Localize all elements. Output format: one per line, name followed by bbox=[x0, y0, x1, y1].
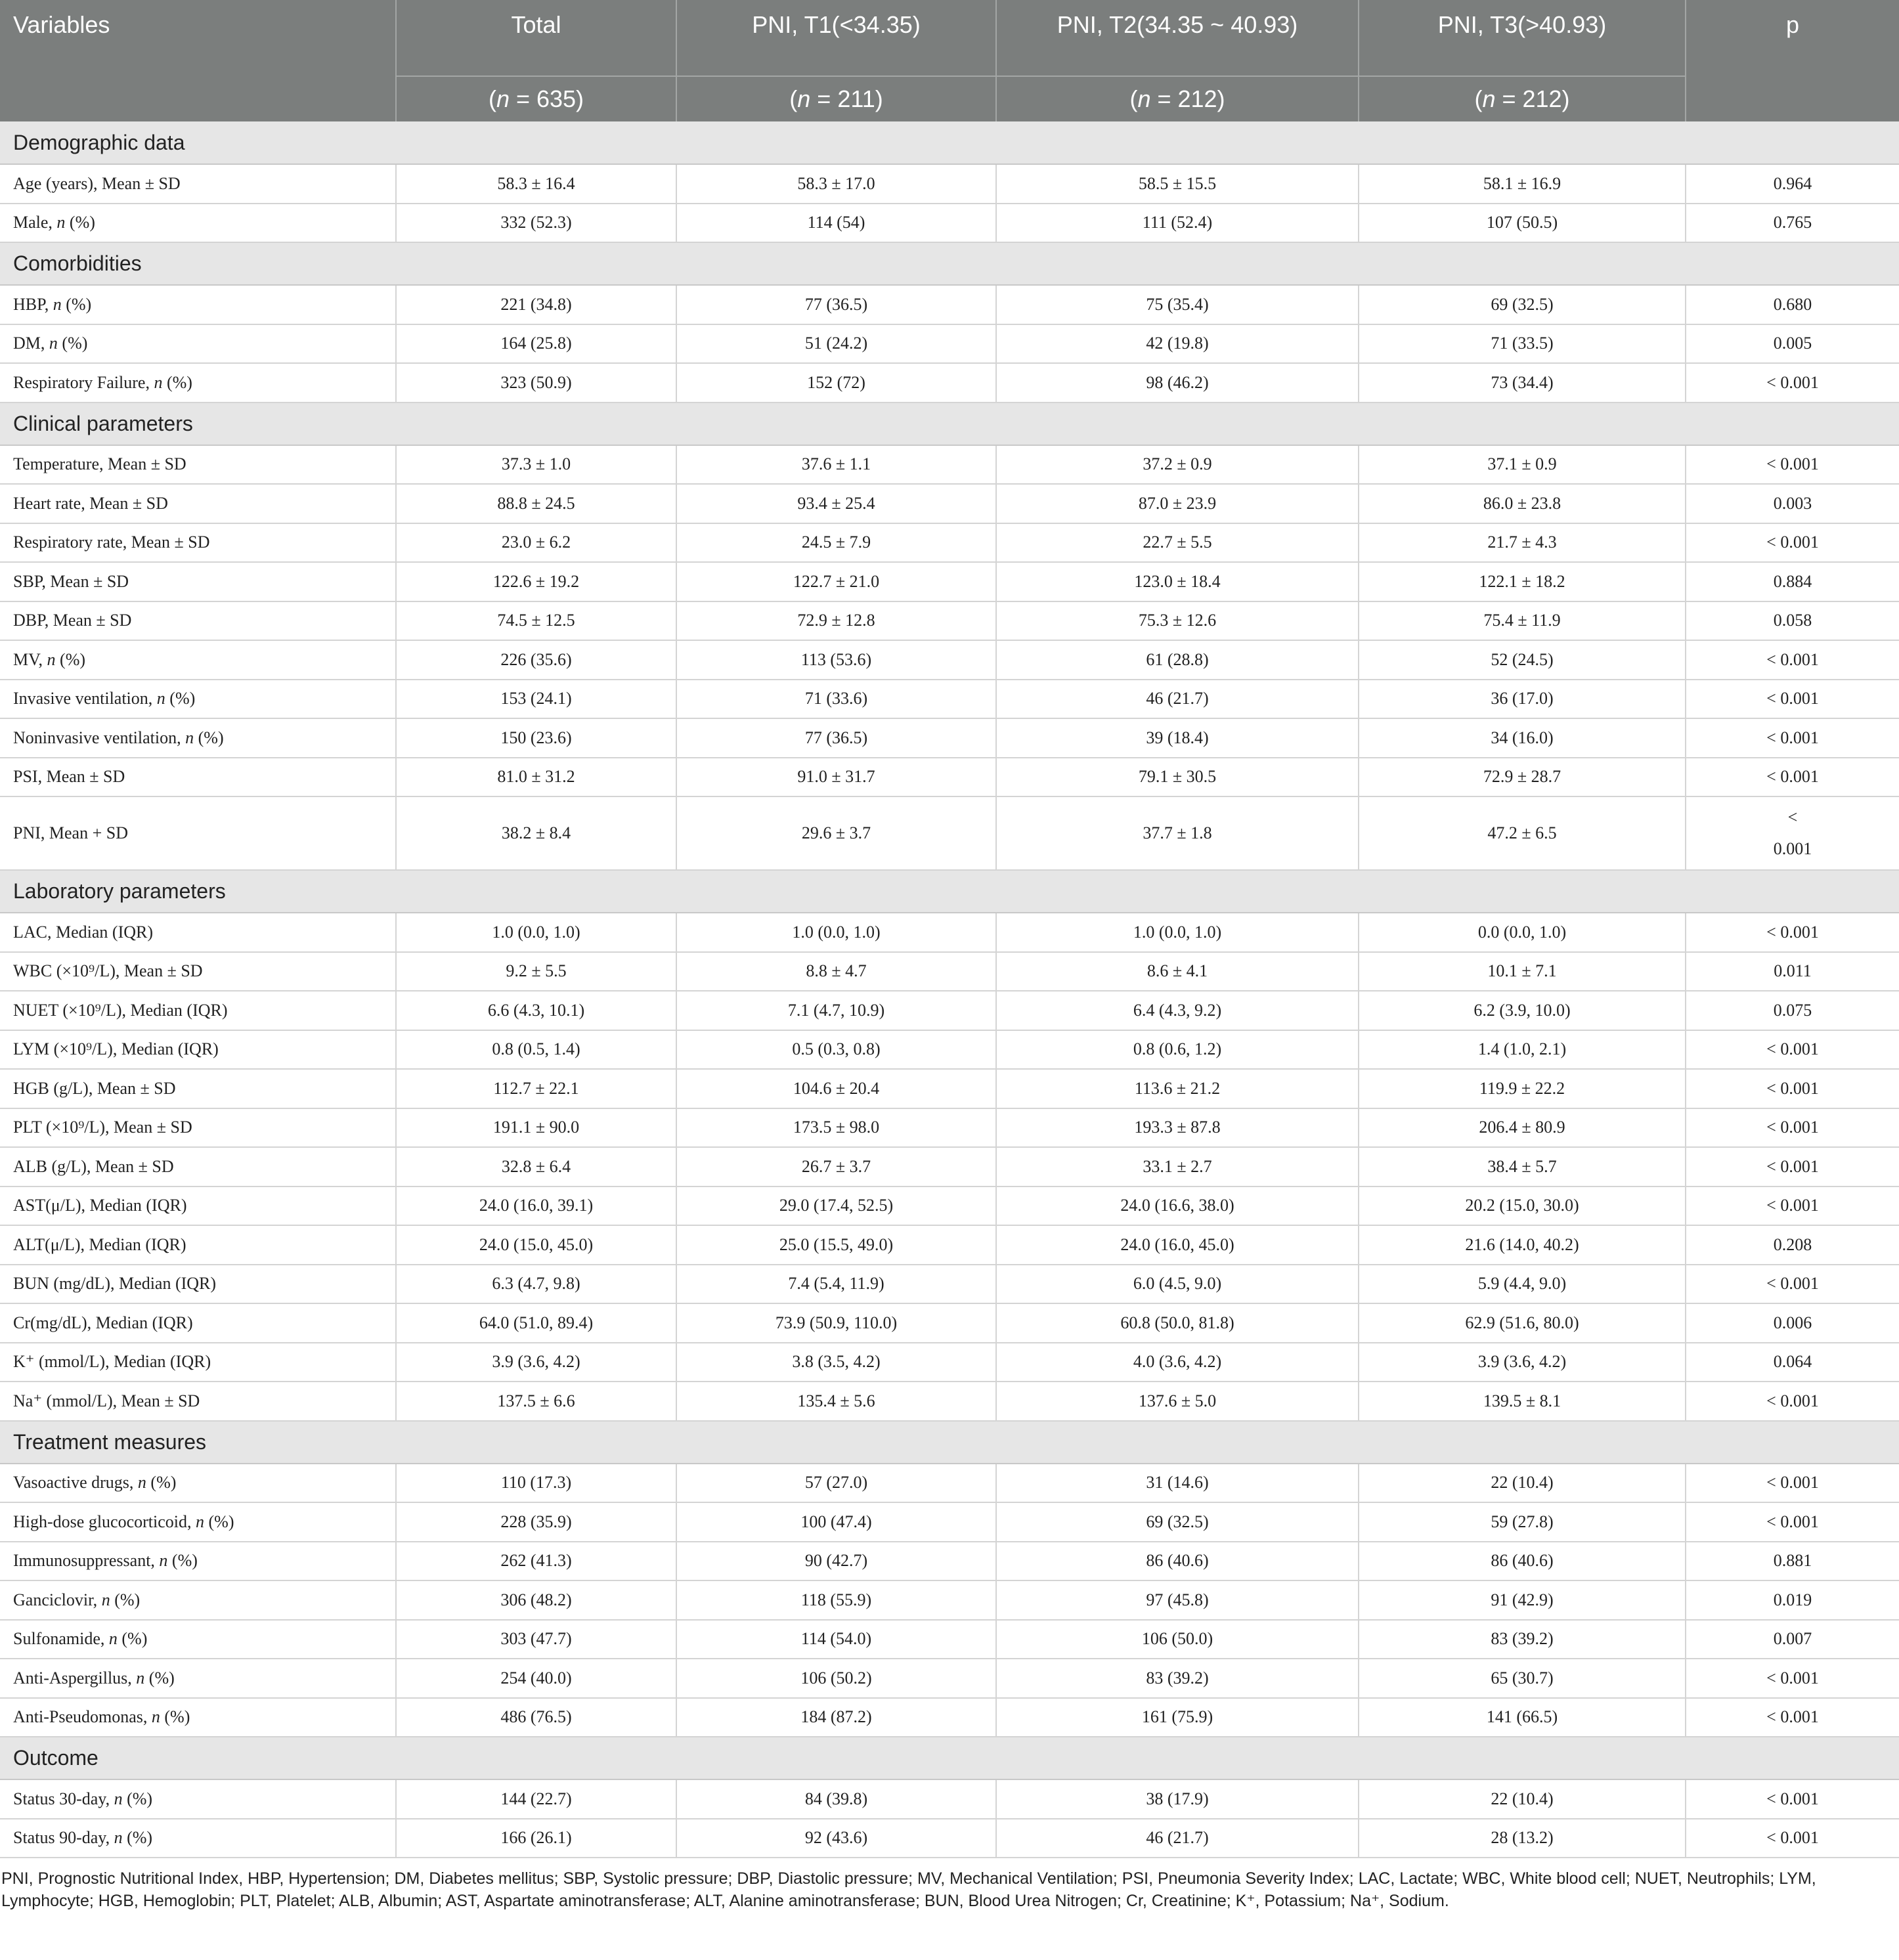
cell-t2: 123.0 ± 18.4 bbox=[996, 562, 1359, 601]
table-row bbox=[0, 1147, 1899, 1187]
cell-t1: 24.5 ± 7.9 bbox=[676, 523, 996, 563]
cell-t2: 37.2 ± 0.9 bbox=[996, 445, 1359, 485]
cell-total: 486 (76.5) bbox=[396, 1698, 676, 1737]
cell-total: 122.6 ± 19.2 bbox=[396, 562, 676, 601]
header-n-t2: (n = 212) bbox=[996, 76, 1359, 121]
table-row bbox=[0, 523, 1899, 563]
cell-t3: 91 (42.9) bbox=[1359, 1580, 1686, 1620]
table-row bbox=[0, 164, 1899, 204]
section-row bbox=[0, 403, 1899, 445]
cell-t2: 31 (14.6) bbox=[996, 1464, 1359, 1503]
table-row bbox=[0, 718, 1899, 758]
table-row bbox=[0, 1580, 1899, 1620]
cell-total: 303 (47.7) bbox=[396, 1620, 676, 1659]
cell-p: 0.208 bbox=[1686, 1225, 1899, 1265]
cell-t1: 173.5 ± 98.0 bbox=[676, 1108, 996, 1148]
cell-total: 23.0 ± 6.2 bbox=[396, 523, 676, 563]
cell-t1: 91.0 ± 31.7 bbox=[676, 758, 996, 797]
table-row bbox=[0, 1343, 1899, 1382]
cell-p: < 0.001 bbox=[1686, 1779, 1899, 1819]
table-row bbox=[0, 952, 1899, 991]
row-label: ALB (g/L), Mean ± SD bbox=[0, 1147, 396, 1187]
cell-t3: 34 (16.0) bbox=[1359, 718, 1686, 758]
row-label: Vasoactive drugs, n (%) bbox=[0, 1464, 396, 1503]
cell-t1: 58.3 ± 17.0 bbox=[676, 164, 996, 204]
table-row bbox=[0, 1069, 1899, 1108]
cell-t2: 87.0 ± 23.9 bbox=[996, 484, 1359, 523]
cell-t3: 20.2 (15.0, 30.0) bbox=[1359, 1187, 1686, 1226]
table-row bbox=[0, 484, 1899, 523]
table-row bbox=[0, 1265, 1899, 1304]
row-label: Cr(mg/dL), Median (IQR) bbox=[0, 1303, 396, 1343]
row-label: SBP, Mean ± SD bbox=[0, 562, 396, 601]
header-blank bbox=[0, 76, 396, 121]
cell-t2: 193.3 ± 87.8 bbox=[996, 1108, 1359, 1148]
row-label: PLT (×10⁹/L), Mean ± SD bbox=[0, 1108, 396, 1148]
section-title: Demographic data bbox=[0, 121, 1899, 164]
cell-total: 9.2 ± 5.5 bbox=[396, 952, 676, 991]
cell-total: 110 (17.3) bbox=[396, 1464, 676, 1503]
cell-p: < 0.001 bbox=[1686, 1819, 1899, 1858]
cell-t1: 73.9 (50.9, 110.0) bbox=[676, 1303, 996, 1343]
cell-t1: 113 (53.6) bbox=[676, 640, 996, 680]
cell-p: < 0.001 bbox=[1686, 1108, 1899, 1148]
table-row bbox=[0, 1819, 1899, 1858]
cell-p: 0.003 bbox=[1686, 484, 1899, 523]
row-label: Status 30-day, n (%) bbox=[0, 1779, 396, 1819]
cell-p: < 0.001 bbox=[1686, 758, 1899, 797]
cell-total: 144 (22.7) bbox=[396, 1779, 676, 1819]
cell-t3: 21.6 (14.0, 40.2) bbox=[1359, 1225, 1686, 1265]
cell-t1: 114 (54) bbox=[676, 204, 996, 243]
cell-t1: 100 (47.4) bbox=[676, 1502, 996, 1542]
cell-t1: 8.8 ± 4.7 bbox=[676, 952, 996, 991]
cell-t1: 25.0 (15.5, 49.0) bbox=[676, 1225, 996, 1265]
cell-p: < 0.001 bbox=[1686, 1698, 1899, 1737]
cell-t2: 61 (28.8) bbox=[996, 640, 1359, 680]
cell-total: 221 (34.8) bbox=[396, 285, 676, 324]
header-n-t3: (n = 212) bbox=[1359, 76, 1686, 121]
section-title: Laboratory parameters bbox=[0, 870, 1899, 913]
cell-total: 137.5 ± 6.6 bbox=[396, 1382, 676, 1421]
cell-p: 0.064 bbox=[1686, 1343, 1899, 1382]
cell-t1: 104.6 ± 20.4 bbox=[676, 1069, 996, 1108]
cell-p-top: < bbox=[1787, 808, 1798, 827]
cell-t2: 113.6 ± 21.2 bbox=[996, 1069, 1359, 1108]
cell-p: 0.011 bbox=[1686, 952, 1899, 991]
cell-t2: 161 (75.9) bbox=[996, 1698, 1359, 1737]
table-row bbox=[0, 1542, 1899, 1581]
cell-p: 0.019 bbox=[1686, 1580, 1899, 1620]
cell-t3: 22 (10.4) bbox=[1359, 1464, 1686, 1503]
cell-total: 74.5 ± 12.5 bbox=[396, 601, 676, 641]
section-title: Treatment measures bbox=[0, 1421, 1899, 1464]
cell-p: 0.006 bbox=[1686, 1303, 1899, 1343]
table-row bbox=[0, 1187, 1899, 1226]
cell-p: 0.058 bbox=[1686, 601, 1899, 641]
cell-t3: 59 (27.8) bbox=[1359, 1502, 1686, 1542]
cell-p: < 0.001 bbox=[1686, 1502, 1899, 1542]
table-row bbox=[0, 1502, 1899, 1542]
cell-p: < 0.001 bbox=[1686, 718, 1899, 758]
cell-t2: 24.0 (16.6, 38.0) bbox=[996, 1187, 1359, 1226]
cell-t1: 77 (36.5) bbox=[676, 718, 996, 758]
cell-t1: 37.6 ± 1.1 bbox=[676, 445, 996, 485]
cell-total: 323 (50.9) bbox=[396, 363, 676, 403]
row-label: LYM (×10⁹/L), Median (IQR) bbox=[0, 1030, 396, 1070]
table-row bbox=[0, 204, 1899, 243]
cell-t2: 1.0 (0.0, 1.0) bbox=[996, 913, 1359, 952]
cell-total: 150 (23.6) bbox=[396, 718, 676, 758]
header-p: p bbox=[1686, 0, 1899, 76]
cell-total: 81.0 ± 31.2 bbox=[396, 758, 676, 797]
cell-p: < 0.001 bbox=[1686, 1659, 1899, 1698]
row-label: PNI, Mean + SD bbox=[0, 796, 396, 870]
row-label: Anti-Pseudomonas, n (%) bbox=[0, 1698, 396, 1737]
cell-total: 58.3 ± 16.4 bbox=[396, 164, 676, 204]
header-t1: PNI, T1(<34.35) bbox=[676, 0, 996, 76]
row-label: Respiratory rate, Mean ± SD bbox=[0, 523, 396, 563]
cell-total: 164 (25.8) bbox=[396, 324, 676, 364]
cell-t3: 139.5 ± 8.1 bbox=[1359, 1382, 1686, 1421]
cell-t2: 38 (17.9) bbox=[996, 1779, 1359, 1819]
cell-t1: 152 (72) bbox=[676, 363, 996, 403]
cell-t3: 10.1 ± 7.1 bbox=[1359, 952, 1686, 991]
cell-p: < 0.001 bbox=[1686, 1265, 1899, 1304]
cell-total: 153 (24.1) bbox=[396, 680, 676, 719]
cell-t1: 1.0 (0.0, 1.0) bbox=[676, 913, 996, 952]
cell-t3: 83 (39.2) bbox=[1359, 1620, 1686, 1659]
cell-t3: 69 (32.5) bbox=[1359, 285, 1686, 324]
cell-p: < 0.001 bbox=[1686, 1187, 1899, 1226]
cell-t3: 21.7 ± 4.3 bbox=[1359, 523, 1686, 563]
cell-t2: 83 (39.2) bbox=[996, 1659, 1359, 1698]
cell-t2: 106 (50.0) bbox=[996, 1620, 1359, 1659]
row-label: NUET (×10⁹/L), Median (IQR) bbox=[0, 991, 396, 1030]
cell-t3: 58.1 ± 16.9 bbox=[1359, 164, 1686, 204]
section-title: Clinical parameters bbox=[0, 403, 1899, 445]
cell-t3: 65 (30.7) bbox=[1359, 1659, 1686, 1698]
cell-t3: 75.4 ± 11.9 bbox=[1359, 601, 1686, 641]
cell-t1: 3.8 (3.5, 4.2) bbox=[676, 1343, 996, 1382]
cell-total: 6.6 (4.3, 10.1) bbox=[396, 991, 676, 1030]
cell-t1: 92 (43.6) bbox=[676, 1819, 996, 1858]
cell-t2: 22.7 ± 5.5 bbox=[996, 523, 1359, 563]
row-label: ALT(μ/L), Median (IQR) bbox=[0, 1225, 396, 1265]
cell-t3: 38.4 ± 5.7 bbox=[1359, 1147, 1686, 1187]
cell-t1: 71 (33.6) bbox=[676, 680, 996, 719]
cell-t3: 107 (50.5) bbox=[1359, 204, 1686, 243]
cell-total: 226 (35.6) bbox=[396, 640, 676, 680]
cell-t3: 73 (34.4) bbox=[1359, 363, 1686, 403]
cell-t1: 7.1 (4.7, 10.9) bbox=[676, 991, 996, 1030]
cell-t2: 75 (35.4) bbox=[996, 285, 1359, 324]
row-label: HGB (g/L), Mean ± SD bbox=[0, 1069, 396, 1108]
cell-t1: 29.0 (17.4, 52.5) bbox=[676, 1187, 996, 1226]
cell-t3: 122.1 ± 18.2 bbox=[1359, 562, 1686, 601]
cell-t1: 90 (42.7) bbox=[676, 1542, 996, 1581]
cell-t1: 51 (24.2) bbox=[676, 324, 996, 364]
table-row bbox=[0, 562, 1899, 601]
cell-t2: 46 (21.7) bbox=[996, 1819, 1359, 1858]
table-row bbox=[0, 363, 1899, 403]
cell-p: 0.765 bbox=[1686, 204, 1899, 243]
row-label: Ganciclovir, n (%) bbox=[0, 1580, 396, 1620]
row-label: Heart rate, Mean ± SD bbox=[0, 484, 396, 523]
cell-t3: 119.9 ± 22.2 bbox=[1359, 1069, 1686, 1108]
table-row bbox=[0, 1464, 1899, 1503]
cell-p: < 0.001 bbox=[1686, 1069, 1899, 1108]
row-label: DM, n (%) bbox=[0, 324, 396, 364]
cell-t3: 86.0 ± 23.8 bbox=[1359, 484, 1686, 523]
cell-total: 24.0 (15.0, 45.0) bbox=[396, 1225, 676, 1265]
cell-t3: 6.2 (3.9, 10.0) bbox=[1359, 991, 1686, 1030]
cell-p: < 0.001 bbox=[1686, 1147, 1899, 1187]
cell-total: 0.8 (0.5, 1.4) bbox=[396, 1030, 676, 1070]
cell-t2: 111 (52.4) bbox=[996, 204, 1359, 243]
row-label: MV, n (%) bbox=[0, 640, 396, 680]
cell-p: < 0.001 bbox=[1686, 913, 1899, 952]
row-label: LAC, Median (IQR) bbox=[0, 913, 396, 952]
cell-p: < 0.001 bbox=[1686, 1382, 1899, 1421]
cell-p: < 0.001 bbox=[1686, 680, 1899, 719]
cell-total: 254 (40.0) bbox=[396, 1659, 676, 1698]
cell-t3: 71 (33.5) bbox=[1359, 324, 1686, 364]
cell-t1: 57 (27.0) bbox=[676, 1464, 996, 1503]
table-row bbox=[0, 991, 1899, 1030]
cell-t3: 47.2 ± 6.5 bbox=[1359, 796, 1686, 870]
row-label: HBP, n (%) bbox=[0, 285, 396, 324]
table-row bbox=[0, 1108, 1899, 1148]
cell-t1: 135.4 ± 5.6 bbox=[676, 1382, 996, 1421]
section-title: Outcome bbox=[0, 1737, 1899, 1779]
table-row bbox=[0, 680, 1899, 719]
cell-t3: 62.9 (51.6, 80.0) bbox=[1359, 1303, 1686, 1343]
table-row bbox=[0, 1382, 1899, 1421]
row-label: Respiratory Failure, n (%) bbox=[0, 363, 396, 403]
row-label: Anti-Aspergillus, n (%) bbox=[0, 1659, 396, 1698]
cell-t3: 206.4 ± 80.9 bbox=[1359, 1108, 1686, 1148]
table-row bbox=[0, 445, 1899, 485]
cell-total: 6.3 (4.7, 9.8) bbox=[396, 1265, 676, 1304]
section-title: Comorbidities bbox=[0, 242, 1899, 285]
table-header bbox=[0, 0, 1899, 121]
table-row bbox=[0, 758, 1899, 797]
table-row bbox=[0, 1303, 1899, 1343]
row-label: Male, n (%) bbox=[0, 204, 396, 243]
cell-t2: 8.6 ± 4.1 bbox=[996, 952, 1359, 991]
cell-p: < 0.001 bbox=[1686, 1030, 1899, 1070]
row-label: Age (years), Mean ± SD bbox=[0, 164, 396, 204]
cell-t1: 7.4 (5.4, 11.9) bbox=[676, 1265, 996, 1304]
row-label: Noninvasive ventilation, n (%) bbox=[0, 718, 396, 758]
row-label: Immunosuppressant, n (%) bbox=[0, 1542, 396, 1581]
cell-t2: 24.0 (16.0, 45.0) bbox=[996, 1225, 1359, 1265]
cell-total: 64.0 (51.0, 89.4) bbox=[396, 1303, 676, 1343]
cell-total: 3.9 (3.6, 4.2) bbox=[396, 1343, 676, 1382]
row-label: PSI, Mean ± SD bbox=[0, 758, 396, 797]
table-row bbox=[0, 796, 1899, 870]
cell-t2: 46 (21.7) bbox=[996, 680, 1359, 719]
table-footnote: PNI, Prognostic Nutritional Index, HBP, Hypertension; DM, Diabetes mellitus; SBP, Systolic pressure; DBP, Diastolic pressure; MV, Mechanical Ventilation; PSI, Pneumonia Severity Index; LAC, Lactate; WBC, White blood cell; NUET, Neutrophils; LYM, Lymphocyte; HGB, Hemoglobin; PLT, Platelet; ALB, Albumin; AST, Aspartate aminotransferase; ALT, Alanine aminotransferase; BUN, Blood Urea Nitrogen; Cr, Creatinine; K⁺, Potassium; Na⁺, Sodium. bbox=[1, 1869, 1816, 1910]
cell-t3: 36 (17.0) bbox=[1359, 680, 1686, 719]
cell-t2: 86 (40.6) bbox=[996, 1542, 1359, 1581]
row-label: Na⁺ (mmol/L), Mean ± SD bbox=[0, 1382, 396, 1421]
cell-total: 32.8 ± 6.4 bbox=[396, 1147, 676, 1187]
section-row bbox=[0, 1737, 1899, 1779]
cell-t1: 29.6 ± 3.7 bbox=[676, 796, 996, 870]
header-t3: PNI, T3(>40.93) bbox=[1359, 0, 1686, 76]
cell-p: 0.005 bbox=[1686, 324, 1899, 364]
cell-t2: 79.1 ± 30.5 bbox=[996, 758, 1359, 797]
cell-p: 0.007 bbox=[1686, 1620, 1899, 1659]
row-label: Invasive ventilation, n (%) bbox=[0, 680, 396, 719]
table-body bbox=[0, 121, 1899, 1858]
table-row bbox=[0, 1620, 1899, 1659]
cell-t1: 118 (55.9) bbox=[676, 1580, 996, 1620]
header-blank-p bbox=[1686, 76, 1899, 121]
cell-p: 0.680 bbox=[1686, 285, 1899, 324]
header-variables: Variables bbox=[0, 0, 396, 76]
cell-p: 0.881 bbox=[1686, 1542, 1899, 1581]
header-t2: PNI, T2(34.35 ~ 40.93) bbox=[996, 0, 1359, 76]
cell-t3: 0.0 (0.0, 1.0) bbox=[1359, 913, 1686, 952]
row-label: BUN (mg/dL), Median (IQR) bbox=[0, 1265, 396, 1304]
cell-t1: 184 (87.2) bbox=[676, 1698, 996, 1737]
cell-t2: 4.0 (3.6, 4.2) bbox=[996, 1343, 1359, 1382]
cell-total: 112.7 ± 22.1 bbox=[396, 1069, 676, 1108]
cell-total: 228 (35.9) bbox=[396, 1502, 676, 1542]
cell-t3: 22 (10.4) bbox=[1359, 1779, 1686, 1819]
table-row bbox=[0, 1698, 1899, 1737]
cell-t2: 137.6 ± 5.0 bbox=[996, 1382, 1359, 1421]
cell-t2: 39 (18.4) bbox=[996, 718, 1359, 758]
row-label: Sulfonamide, n (%) bbox=[0, 1620, 396, 1659]
cell-total: 37.3 ± 1.0 bbox=[396, 445, 676, 485]
cell-total: 1.0 (0.0, 1.0) bbox=[396, 913, 676, 952]
cell-t3: 37.1 ± 0.9 bbox=[1359, 445, 1686, 485]
section-row bbox=[0, 1421, 1899, 1464]
cell-t2: 60.8 (50.0, 81.8) bbox=[996, 1303, 1359, 1343]
cell-t3: 1.4 (1.0, 2.1) bbox=[1359, 1030, 1686, 1070]
cell-t1: 84 (39.8) bbox=[676, 1779, 996, 1819]
cell-total: 262 (41.3) bbox=[396, 1542, 676, 1581]
cell-t2: 58.5 ± 15.5 bbox=[996, 164, 1359, 204]
cell-t2: 69 (32.5) bbox=[996, 1502, 1359, 1542]
section-row bbox=[0, 121, 1899, 164]
table-row bbox=[0, 913, 1899, 952]
table-row bbox=[0, 1225, 1899, 1265]
cell-t2: 97 (45.8) bbox=[996, 1580, 1359, 1620]
row-label: K⁺ (mmol/L), Median (IQR) bbox=[0, 1343, 396, 1382]
cell-t3: 3.9 (3.6, 4.2) bbox=[1359, 1343, 1686, 1382]
cell-t1: 72.9 ± 12.8 bbox=[676, 601, 996, 641]
table-row bbox=[0, 285, 1899, 324]
cell-total: 306 (48.2) bbox=[396, 1580, 676, 1620]
cell-t1: 0.5 (0.3, 0.8) bbox=[676, 1030, 996, 1070]
cell-t2: 6.0 (4.5, 9.0) bbox=[996, 1265, 1359, 1304]
cell-t1: 93.4 ± 25.4 bbox=[676, 484, 996, 523]
section-row bbox=[0, 242, 1899, 285]
cell-t2: 33.1 ± 2.7 bbox=[996, 1147, 1359, 1187]
row-label: DBP, Mean ± SD bbox=[0, 601, 396, 641]
cell-t3: 72.9 ± 28.7 bbox=[1359, 758, 1686, 797]
cell-p: 0.075 bbox=[1686, 991, 1899, 1030]
cell-total: 88.8 ± 24.5 bbox=[396, 484, 676, 523]
table-row bbox=[0, 324, 1899, 364]
cell-t2: 6.4 (4.3, 9.2) bbox=[996, 991, 1359, 1030]
row-label: Temperature, Mean ± SD bbox=[0, 445, 396, 485]
cell-total: 166 (26.1) bbox=[396, 1819, 676, 1858]
cell-t2: 75.3 ± 12.6 bbox=[996, 601, 1359, 641]
header-n-t1: (n = 211) bbox=[676, 76, 996, 121]
table-row bbox=[0, 1030, 1899, 1070]
cell-p: 0.964 bbox=[1686, 164, 1899, 204]
cell-t3: 52 (24.5) bbox=[1359, 640, 1686, 680]
table-row bbox=[0, 640, 1899, 680]
row-label: Status 90-day, n (%) bbox=[0, 1819, 396, 1858]
cell-t2: 0.8 (0.6, 1.2) bbox=[996, 1030, 1359, 1070]
cell-p: < 0.001 bbox=[1686, 445, 1899, 485]
row-label: AST(μ/L), Median (IQR) bbox=[0, 1187, 396, 1226]
cell-p-bottom: 0.001 bbox=[1773, 839, 1812, 858]
cell-t3: 86 (40.6) bbox=[1359, 1542, 1686, 1581]
cell-total: 191.1 ± 90.0 bbox=[396, 1108, 676, 1148]
cell-t1: 122.7 ± 21.0 bbox=[676, 562, 996, 601]
cell-p: 0.884 bbox=[1686, 562, 1899, 601]
cell-p: < 0.001 bbox=[1686, 523, 1899, 563]
cell-t1: 114 (54.0) bbox=[676, 1620, 996, 1659]
cell-t2: 42 (19.8) bbox=[996, 324, 1359, 364]
cell-p: < 0.001 bbox=[1686, 363, 1899, 403]
table-row bbox=[0, 1779, 1899, 1819]
cell-p bbox=[1686, 796, 1899, 870]
row-label: High-dose glucocorticoid, n (%) bbox=[0, 1502, 396, 1542]
cell-t1: 77 (36.5) bbox=[676, 285, 996, 324]
cell-total: 38.2 ± 8.4 bbox=[396, 796, 676, 870]
cell-t3: 5.9 (4.4, 9.0) bbox=[1359, 1265, 1686, 1304]
cell-t2: 37.7 ± 1.8 bbox=[996, 796, 1359, 870]
header-total: Total bbox=[396, 0, 676, 76]
cell-t3: 141 (66.5) bbox=[1359, 1698, 1686, 1737]
cell-t3: 28 (13.2) bbox=[1359, 1819, 1686, 1858]
cell-t1: 106 (50.2) bbox=[676, 1659, 996, 1698]
row-label: WBC (×10⁹/L), Mean ± SD bbox=[0, 952, 396, 991]
cell-p: < 0.001 bbox=[1686, 640, 1899, 680]
table-row bbox=[0, 601, 1899, 641]
cell-t1: 26.7 ± 3.7 bbox=[676, 1147, 996, 1187]
header-n-total: (n = 635) bbox=[396, 76, 676, 121]
cell-total: 332 (52.3) bbox=[396, 204, 676, 243]
cell-p: < 0.001 bbox=[1686, 1464, 1899, 1503]
table-row bbox=[0, 1659, 1899, 1698]
section-row bbox=[0, 870, 1899, 913]
cell-total: 24.0 (16.0, 39.1) bbox=[396, 1187, 676, 1226]
cell-t2: 98 (46.2) bbox=[996, 363, 1359, 403]
